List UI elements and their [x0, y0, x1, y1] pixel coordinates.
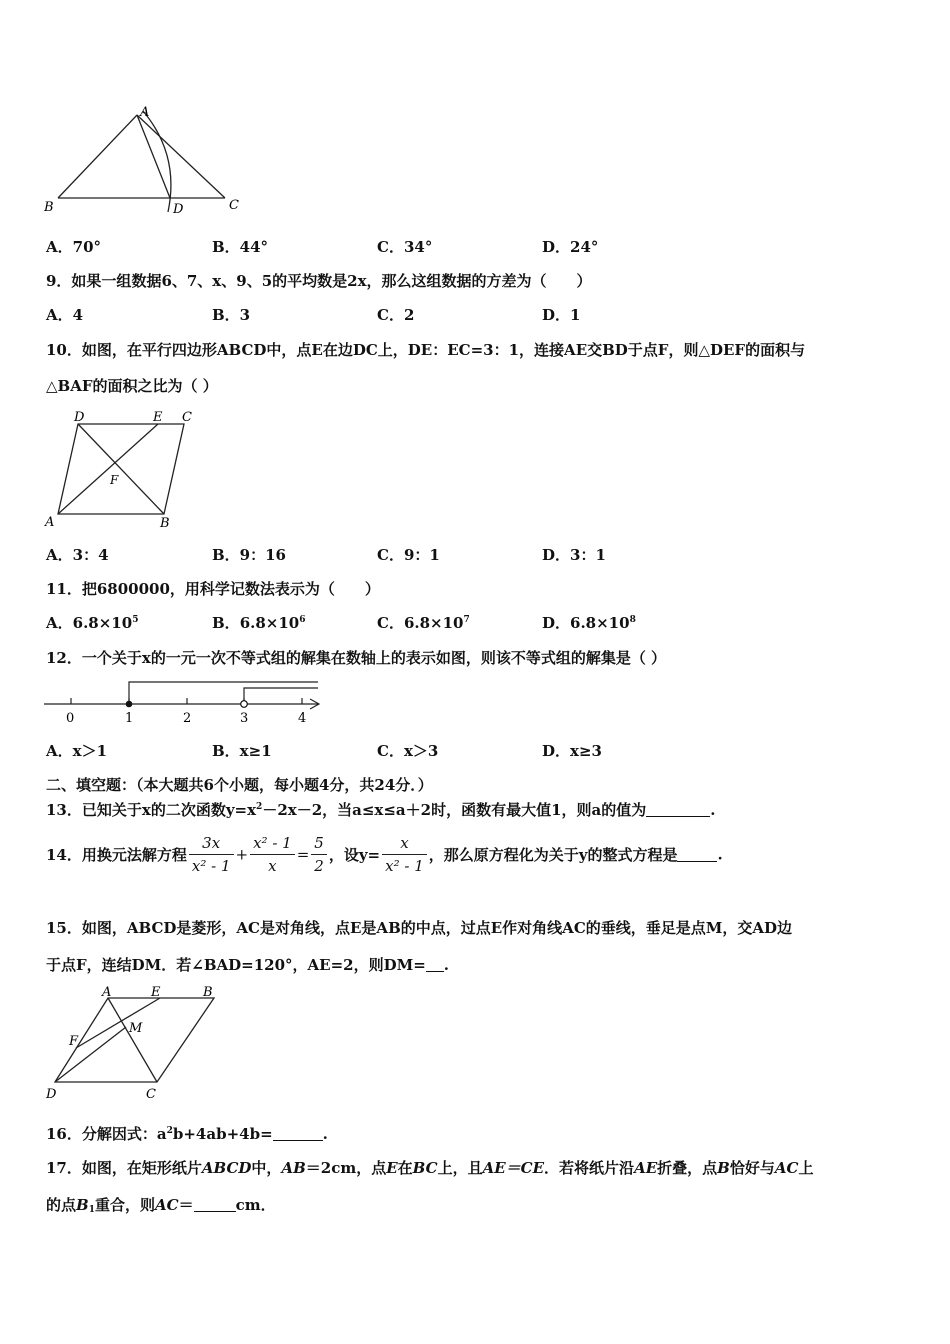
q10-option-c[interactable]: C．9：1: [377, 546, 440, 564]
q14-f1-den: x² - 1: [191, 857, 231, 875]
q14-f2-den: x: [268, 857, 277, 875]
q10-diagonal-bd: [78, 424, 164, 514]
q12-tick-label-2: 2: [183, 711, 192, 726]
q17-var-ac2: AC: [154, 1196, 179, 1214]
q8-label-c: C: [229, 198, 239, 213]
q8-triangle-figure: [40, 100, 250, 220]
q14-f4-den: x² - 1: [385, 857, 424, 875]
q17-text-l: ＝: [178, 1196, 194, 1214]
q14-answer-blank[interactable]: [677, 847, 717, 862]
q15-rhombus-figure: [40, 984, 230, 1104]
q9-option-d[interactable]: D．1: [542, 306, 581, 324]
q15-diagonal-ac: [108, 998, 157, 1082]
q10-label-b: B: [160, 516, 170, 531]
q12-hollow-dot: [241, 701, 248, 708]
q16-part2: b+4ab+4b=: [172, 1125, 273, 1143]
q17-var-b1: B: [76, 1196, 89, 1214]
q10-segment-ae: [58, 424, 158, 514]
q17-text-d: 在: [397, 1159, 413, 1177]
q14-mid: ，设y=: [328, 846, 381, 864]
q14-fraction-2: [250, 834, 295, 875]
q11-option-c-exp: 7: [463, 615, 470, 625]
q8-option-d[interactable]: D．24°: [542, 238, 599, 256]
q17-text-e: 上，且: [437, 1159, 483, 1177]
q13-end: .: [710, 801, 716, 819]
q17-var-ac: AC: [774, 1159, 799, 1177]
q12-tick-label-1: 1: [125, 711, 134, 726]
q11-option-c-base: 6.8×10: [403, 614, 464, 632]
q8-option-a[interactable]: A．70°: [46, 238, 102, 256]
q10-stem-line2: △BAF的面积之比为（ ）: [46, 377, 218, 395]
q8-option-c[interactable]: C．34°: [377, 238, 433, 256]
q11-option-d-base: 6.8×10: [570, 614, 630, 632]
q14-lead: 14．用换元法解方程: [46, 846, 187, 864]
q14-stem: [46, 834, 723, 875]
q13-stem: [46, 799, 715, 820]
q14-f3-den: 2: [314, 857, 324, 875]
q17-text-a: 17．如图，在矩形纸片: [46, 1159, 202, 1177]
q8-side-ac: [137, 115, 225, 198]
q15-end: .: [443, 956, 450, 974]
q17-var-ae-ce: AE＝CE: [482, 1159, 545, 1177]
q17-text-m: cm．: [235, 1196, 276, 1214]
q11-option-d-prefix: D．: [542, 614, 571, 632]
q12-ticks: [71, 698, 302, 704]
q11-option-c[interactable]: [377, 612, 470, 633]
q11-option-b-exp: 6: [299, 615, 306, 625]
q13-part1: 13．已知关于x的二次函数y=x: [46, 801, 257, 819]
q17-text-h: 恰好与: [729, 1159, 775, 1177]
q8-arc: [143, 111, 171, 212]
q15-label-d: D: [46, 1087, 57, 1102]
q17-text-b: 中，: [251, 1159, 282, 1177]
q8-side-ab: [58, 115, 137, 198]
q17-stem-line2: [46, 1194, 276, 1215]
q15-label-b: B: [203, 985, 213, 1000]
q12-option-b[interactable]: B．x≥1: [212, 742, 272, 760]
q10-option-d[interactable]: D．3：1: [542, 546, 606, 564]
q9-option-b[interactable]: B．3: [212, 306, 251, 324]
q11-option-d-exp: 8: [629, 615, 636, 625]
q10-stem-line1: 10．如图，在平行四边形ABCD中，点E在边DC上，DE：EC=3：1，连接AE交BD于点F，则△DEF的面积与: [46, 341, 806, 359]
q17-text-g: 折叠，点: [657, 1159, 718, 1177]
q10-label-c: C: [182, 410, 192, 425]
q17-var-b: B: [717, 1159, 730, 1177]
q17-stem-line1: [46, 1157, 813, 1178]
q8-segment-ad: [137, 115, 170, 198]
q15-label-c: C: [146, 1087, 156, 1102]
q17-var-e: E: [386, 1159, 398, 1177]
q12-tick-label-3: 3: [240, 711, 249, 726]
section2-heading: 二、填空题：（本大题共6个小题，每小题4分，共24分．）: [46, 776, 433, 794]
q17-text-c: ＝2cm，点: [305, 1159, 387, 1177]
q15-line2-text: 于点F，连结DM．若∠BAD=120°，AE=2，则DM=: [46, 956, 426, 974]
q10-label-d: D: [74, 410, 85, 425]
q12-solid-dot: [126, 701, 133, 708]
q11-option-b-prefix: B．: [212, 614, 240, 632]
q16-end: .: [322, 1125, 328, 1143]
q11-option-b[interactable]: [212, 612, 306, 633]
q14-plus: +: [235, 845, 249, 864]
q12-range-from-3: [244, 688, 318, 701]
q14-fraction-3: [311, 834, 327, 875]
q17-var-ab: AB: [281, 1159, 306, 1177]
q13-sup: 2: [256, 802, 263, 812]
q15-label-a: A: [102, 985, 112, 1000]
q10-option-a[interactable]: A．3：4: [46, 546, 109, 564]
q14-equals: =: [296, 845, 310, 864]
q12-option-d[interactable]: D．x≥3: [542, 742, 602, 760]
q17-var-bc: BC: [412, 1159, 438, 1177]
q12-tick-label-0: 0: [66, 711, 75, 726]
q17-answer-blank[interactable]: [194, 1197, 236, 1212]
q10-parallelogram-figure: [40, 402, 210, 532]
q17-text-i: 上: [798, 1159, 814, 1177]
q15-rhombus: [55, 998, 214, 1082]
q9-option-c[interactable]: C．2: [377, 306, 415, 324]
q17-text-j: 的点: [46, 1196, 77, 1214]
q17-var-abcd: ABCD: [201, 1159, 252, 1177]
q15-stem-line1: 15．如图，ABCD是菱形，AC是对角线，点E是AB的中点，过点E作对角线AC的垂线，垂足是点M，交AD边: [46, 919, 793, 937]
q16-answer-blank[interactable]: [273, 1126, 323, 1141]
q9-options: [46, 304, 766, 324]
q15-answer-blank[interactable]: [426, 957, 444, 972]
q10-label-a: A: [45, 515, 55, 530]
q17-sub-1: 1: [88, 1205, 95, 1215]
q11-options: [46, 612, 766, 632]
q13-answer-blank[interactable]: [646, 802, 710, 817]
q11-option-a-base: 6.8×10: [72, 614, 133, 632]
q14-f2-num: x² - 1: [250, 834, 295, 855]
q11-option-c-prefix: C．: [377, 614, 404, 632]
q11-stem: 11．把6800000，用科学记数法表示为（ ）: [46, 580, 380, 598]
q9-option-a[interactable]: A．4: [46, 306, 84, 324]
q17-text-k: 重合，则: [94, 1196, 155, 1214]
q14-f4-num: x: [382, 834, 427, 855]
q16-part1: 16．分解因式：a: [46, 1125, 167, 1143]
q11-option-a-exp: 5: [132, 615, 139, 625]
q11-option-a[interactable]: [46, 612, 138, 633]
q16-stem: [46, 1123, 328, 1144]
q15-stem-line2: [46, 954, 449, 975]
q8-label-a: A: [140, 105, 150, 120]
q12-tick-label-4: 4: [298, 711, 307, 726]
q12-stem: 12．一个关于x的一元一次不等式组的解集在数轴上的表示如图，则该不等式组的解集是（ ）: [46, 649, 667, 667]
q14-fraction-4: [382, 834, 427, 875]
q12-option-c[interactable]: C．x＞3: [377, 742, 439, 760]
q8-option-b[interactable]: B．44°: [212, 238, 269, 256]
q17-var-ae: AE: [634, 1159, 658, 1177]
q13-part2: －2x－2，当a≤x≤a＋2时，函数有最大值1，则a的值为: [262, 801, 647, 819]
q10-options: [46, 544, 766, 564]
q8-label-b: B: [44, 200, 54, 215]
q10-label-f: F: [110, 473, 119, 487]
q10-label-e: E: [153, 410, 163, 425]
q12-option-a[interactable]: A．x＞1: [46, 742, 108, 760]
q14-f3-num: 5: [311, 834, 327, 855]
q15-segment-ef: [76, 998, 160, 1048]
q15-label-e: E: [151, 985, 161, 1000]
q15-label-m: M: [129, 1021, 143, 1036]
q12-options: [46, 740, 766, 760]
q8-options: [46, 236, 766, 256]
q11-option-b-base: 6.8×10: [239, 614, 300, 632]
q8-label-d: D: [173, 202, 184, 217]
q9-stem: 9．如果一组数据6、7、x、9、5的平均数是2x，那么这组数据的方差为（ ）: [46, 272, 592, 290]
q14-fraction-1: [189, 834, 234, 875]
q15-segment-dm: [55, 1027, 126, 1082]
q14-tail: ，那么原方程化为关于y的整式方程是: [428, 846, 678, 864]
q16-sup: 2: [166, 1126, 173, 1136]
q10-option-b[interactable]: B．9：16: [212, 546, 286, 564]
q11-option-d[interactable]: [542, 612, 636, 633]
q11-option-a-prefix: A．: [46, 614, 73, 632]
q17-text-f: ．若将纸片沿: [544, 1159, 635, 1177]
q12-number-line: [40, 676, 325, 726]
q12-range-from-1: [129, 682, 318, 703]
q15-label-f: F: [69, 1034, 79, 1049]
q14-f1-num: 3x: [189, 834, 234, 855]
q14-end: .: [717, 845, 723, 864]
